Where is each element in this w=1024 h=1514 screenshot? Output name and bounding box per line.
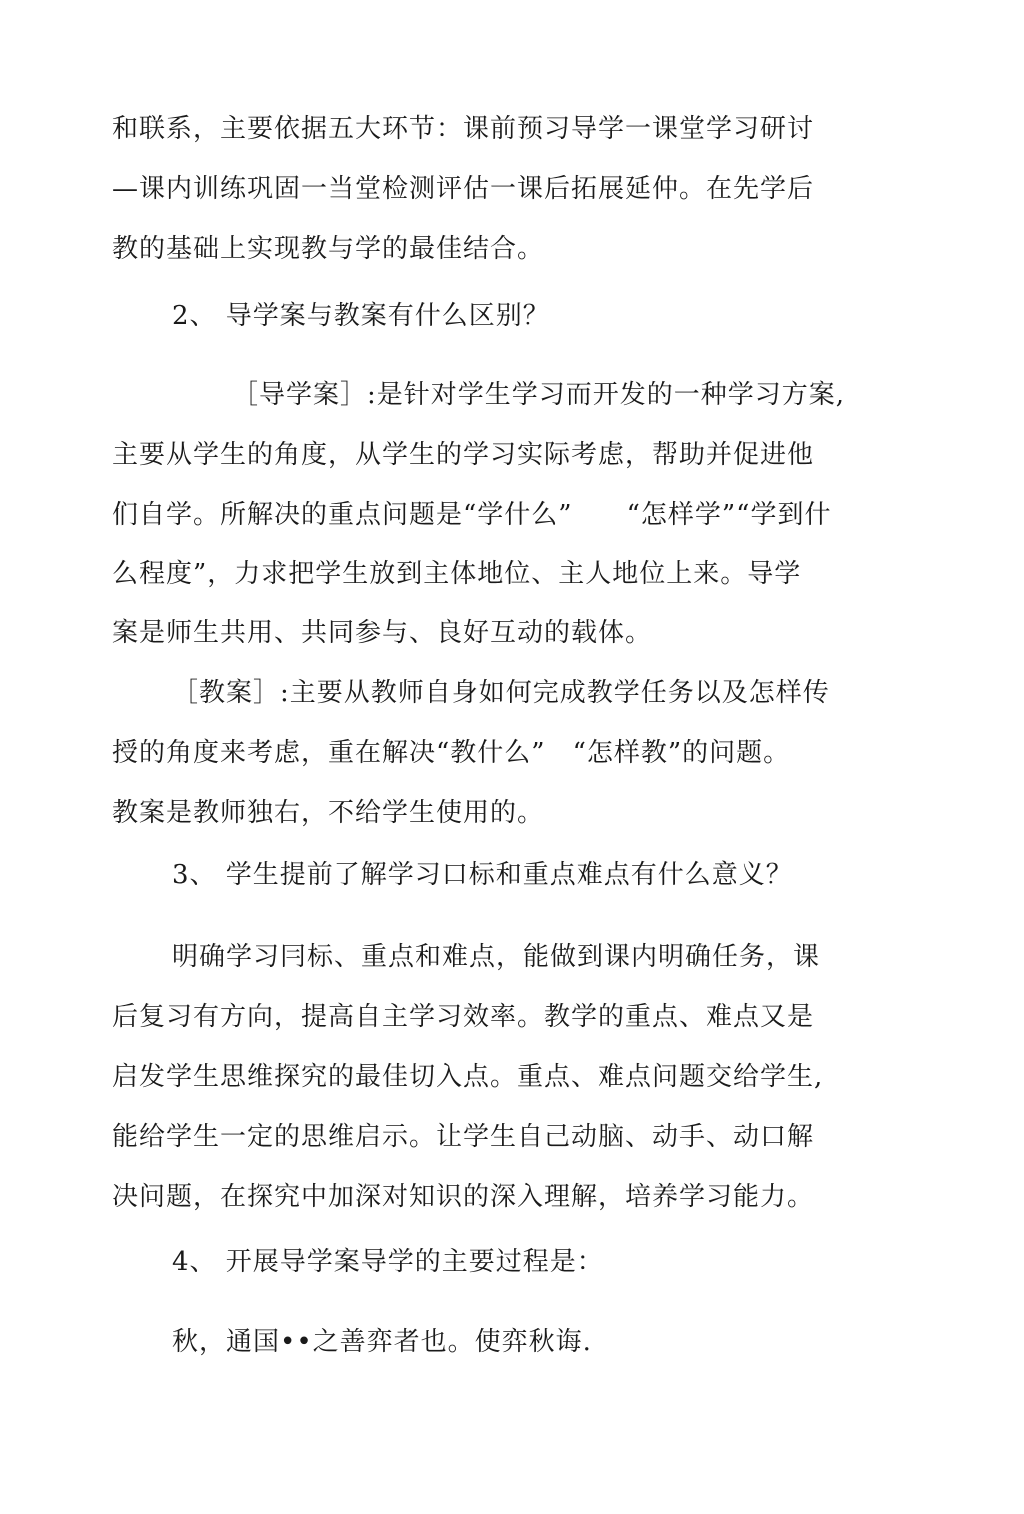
paragraph-line: 教的基础上实现教与学的最佳结合。	[112, 234, 545, 264]
paragraph-line: 案是师生共用、共同参与、良好互动的载体。	[112, 618, 653, 648]
paragraph-line: 授的角度来考虑，重在解决“教什么” “怎样教”的问题。	[112, 738, 791, 768]
paragraph-line: 教案是教师独右，不给学生使用的。	[112, 798, 545, 828]
paragraph-line: 么程度”，力求把学生放到主体地位、主人地位上来。导学	[112, 559, 802, 589]
paragraph-line: 秋，通国••之善弈者也。使弈秋诲.	[172, 1327, 592, 1357]
paragraph-line: 们自学。所解决的重点问题是“学什么” “怎样学”“学到什	[112, 500, 832, 530]
paragraph-line: 主要从学生的角度，从学生的学习实际考虑，帮助并促进他	[112, 440, 815, 470]
question-heading: 2、 导学案与教案有什么区别？	[172, 301, 550, 331]
question-heading: 3、 学生提前了解学习口标和重点难点有什么意义？	[172, 860, 793, 890]
paragraph-line: 明确学习冃标、重点和难点，能做到课内明确任务，课	[172, 942, 821, 972]
paragraph-line: 和联系，主要依据五大环节：课前预习导学一课堂学习研讨	[112, 114, 815, 144]
paragraph-line: —课内训练巩固一当堂检测评估一课后拓展延仲。在先学后	[112, 174, 815, 204]
paragraph-line: ［教案］:主要从教师自身如何完成教学任务以及怎样传	[172, 678, 830, 708]
paragraph-line: 能给学生一定的思维启示。让学生自己动脑、动手、动口解	[112, 1122, 815, 1152]
question-heading: 4、 开展导学案导学的主要过程是：	[172, 1247, 604, 1277]
paragraph-line: ［导学案］:是针对学生学习而开发的一种学习方案,	[232, 380, 846, 410]
paragraph-line: 后复习有方向，提高自主学习效率。教学的重点、难点又是	[112, 1002, 815, 1032]
paragraph-line: 决问题，在探究中加深对知识的深入理解，培养学习能力。	[112, 1182, 815, 1212]
paragraph-line: 启发学生思维探究的最佳切入点。重点、难点问题交给学生,	[112, 1062, 824, 1092]
